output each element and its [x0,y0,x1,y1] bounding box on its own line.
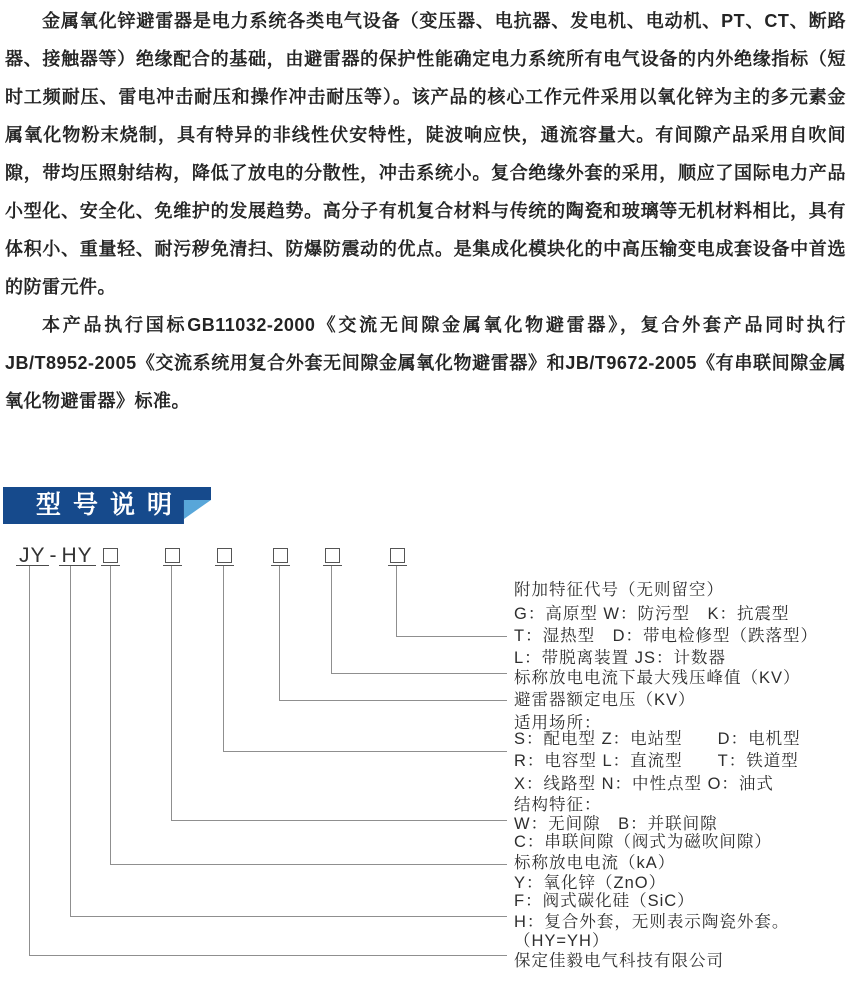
model-code-box-6 [390,548,405,563]
model-code-hy: HY [59,544,96,566]
diagram-label-row: 标称放电电流（kA） [514,854,676,872]
diagram-label-row: C：串联间隙（阀式为磁吹间隙） [514,833,772,851]
diagram-label-row: 适用场所： [514,714,602,732]
model-code-separator: - [49,544,58,567]
diagram-label-row: 标称放电电流下最大残压峰值（KV） [514,669,801,687]
diagram-label-row: 避雷器额定电压（KV） [514,691,696,709]
intro-paragraph-2: 本产品执行国标GB11032-2000《交流无间隙金属氧化物避雷器》，复合外套产品同时执行JB/T8952-2005《交流系统用复合外套无间隙金属氧化物避雷器》和JB/T9672-2005《有串联间隙金属氧化物避雷器》标准。 [5,315,846,411]
diagram-label-row: S：配电型 Z：电站型 D：电机型 [514,730,801,748]
model-code-box-3 [217,548,232,563]
diagram-label-row: H：复合外套，无则表示陶瓷外套。 [514,913,790,931]
diagram-label-row: R：电容型 L：直流型 T：铁道型 [514,752,799,770]
intro-paragraph-1: 金属氧化锌避雷器是电力系统各类电气设备（变压器、电抗器、发电机、电动机、PT、CT、断路器、接触器等）绝缘配合的基础，由避雷器的保护性能确定电力系统所有电气设备的内外绝缘指标（短时工频耐压、雷电冲击耐压和操作冲击耐压等）。该产品的核心工作元件采用以氧化锌为主的多元素金属氧化物粉末烧制，具有特异的非线性伏安特性，陡波响应快，通流容量大。有间隙产品采用自吹间隙，带均压照射结构，降低了放电的分散性，冲击系统小。复合绝缘外套的采用，顺应了国际电力产品小型化、安全化、免维护的发展趋势。高分子有机复合材料与传统的陶瓷和玻璃等无机材料相比，具有体积小、重量轻、耐污秽免清扫、防爆防震动的优点。是集成化模块化的中高压输变电成套设备中首选的防雷元件。 [5,11,846,297]
diagram-label-row: 附加特征代号（无则留空） [514,581,724,599]
diagram-label-row: 保定佳毅电气科技有限公司 [514,952,724,970]
model-code [16,544,96,568]
connector-line-box-6 [396,566,507,637]
diagram-label-row: （HY=YH） [514,932,610,950]
diagram-label-row: G：高原型 W：防污型 K：抗震型 [514,605,790,623]
model-code-box-2 [165,548,180,563]
diagram-label-row: X：线路型 N：中性点型 O：油式 [514,775,774,793]
model-code-jy: JY [16,544,49,566]
section-title: 型号说明 [36,491,185,519]
diagram-label-row: 结构特征： [514,796,602,814]
diagram-label-row: L：带脱离装置 JS：计数器 [514,649,727,667]
diagram-label-row: F：阀式碳化硅（SiC） [514,892,695,910]
diagram-label-row: Y：氧化锌（ZnO） [514,874,667,892]
model-code-box-1 [103,548,118,563]
model-code-box-5 [325,548,340,563]
diagram-label-row: W：无间隙 B：并联间隙 [514,815,718,833]
diagram-label-row: T：湿热型 D：带电检修型（跌落型） [514,627,818,645]
model-code-box-4 [273,548,288,563]
